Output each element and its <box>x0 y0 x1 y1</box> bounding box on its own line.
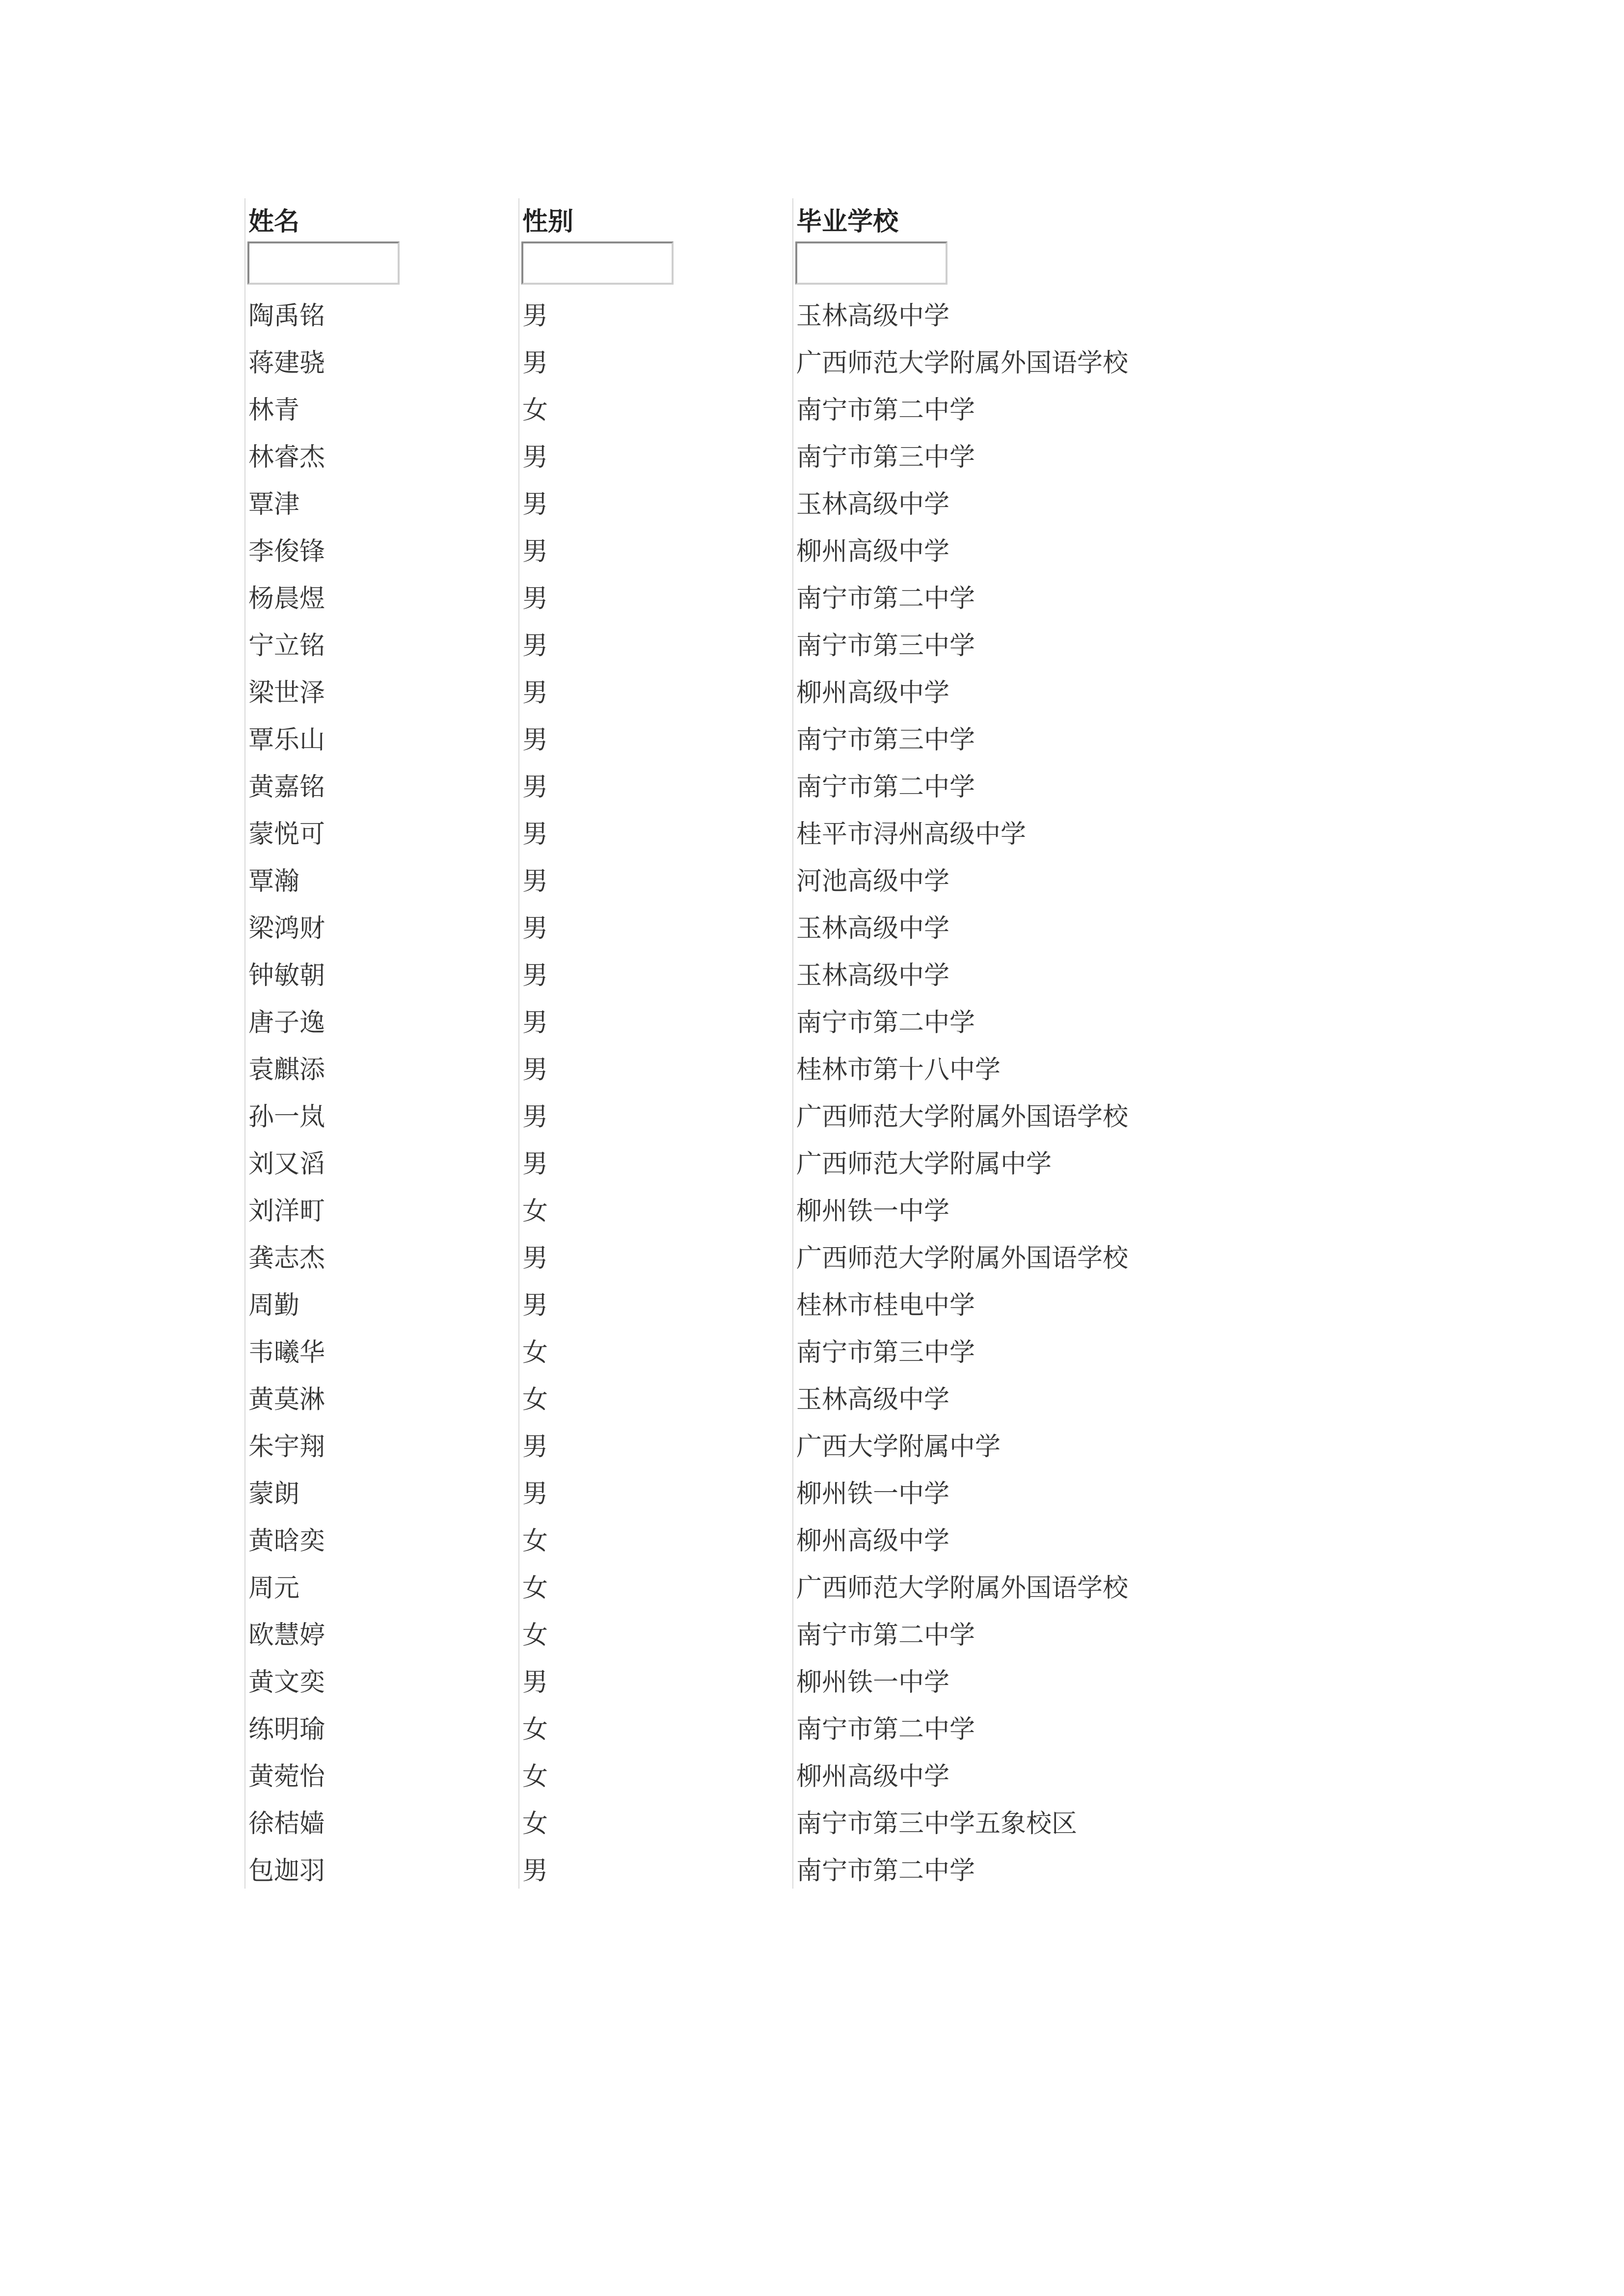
cell-school: 柳州铁一中学 <box>796 1197 950 1226</box>
cell-gender: 男 <box>522 537 548 566</box>
cell-gender: 女 <box>522 1197 548 1226</box>
cell-name: 陶禹铭 <box>248 301 325 331</box>
cell-gender: 男 <box>522 1856 548 1886</box>
cell-name: 徐桔嫱 <box>248 1809 325 1839</box>
cell-school: 玉林高级中学 <box>796 914 950 943</box>
cell-school: 南宁市第二中学 <box>796 1715 975 1744</box>
cell-name: 周勤 <box>248 1291 300 1320</box>
cell-gender: 男 <box>522 867 548 896</box>
cell-name: 黄晗奕 <box>248 1526 325 1556</box>
cell-school: 南宁市第二中学 <box>796 1621 975 1650</box>
cell-school: 广西师范大学附属外国语学校 <box>796 1244 1129 1273</box>
cell-name: 唐子逸 <box>248 1008 325 1038</box>
cell-gender: 男 <box>522 1244 548 1273</box>
column-divider <box>244 198 245 1889</box>
cell-gender: 女 <box>522 1574 548 1603</box>
cell-gender: 男 <box>522 1008 548 1038</box>
column-divider <box>792 198 793 1889</box>
cell-name: 蒙朗 <box>248 1479 300 1509</box>
cell-name: 林睿杰 <box>248 443 325 472</box>
cell-school: 柳州高级中学 <box>796 1526 950 1556</box>
cell-name: 杨晨煜 <box>248 584 325 614</box>
cell-school: 广西师范大学附属外国语学校 <box>796 1102 1129 1132</box>
cell-gender: 男 <box>522 1432 548 1462</box>
cell-school: 桂林市桂电中学 <box>796 1291 975 1320</box>
cell-name: 练明瑜 <box>248 1715 325 1744</box>
cell-name: 刘又滔 <box>248 1149 325 1179</box>
cell-gender: 男 <box>522 1055 548 1085</box>
cell-school: 南宁市第三中学 <box>796 631 975 661</box>
cell-school: 玉林高级中学 <box>796 961 950 990</box>
cell-gender: 男 <box>522 1149 548 1179</box>
cell-school: 广西师范大学附属外国语学校 <box>796 348 1129 378</box>
cell-name: 覃瀚 <box>248 867 300 896</box>
cell-name: 黄嘉铭 <box>248 773 325 802</box>
cell-name: 宁立铭 <box>248 631 325 661</box>
cell-gender: 男 <box>522 1102 548 1132</box>
cell-gender: 男 <box>522 1668 548 1697</box>
cell-school: 桂平市浔州高级中学 <box>796 820 1027 849</box>
cell-name: 蒙悦可 <box>248 820 325 849</box>
gender-filter-input[interactable] <box>521 241 674 285</box>
school-filter-input[interactable] <box>795 241 947 285</box>
cell-gender: 女 <box>522 1338 548 1367</box>
cell-gender: 女 <box>522 1762 548 1791</box>
cell-name: 钟敏朝 <box>248 961 325 990</box>
cell-name: 袁麒添 <box>248 1055 325 1085</box>
cell-school: 玉林高级中学 <box>796 490 950 519</box>
cell-gender: 男 <box>522 725 548 755</box>
cell-gender: 男 <box>522 820 548 849</box>
column-header-school[interactable]: 毕业学校 <box>796 207 899 237</box>
column-divider <box>518 198 519 1889</box>
cell-gender: 男 <box>522 348 548 378</box>
cell-gender: 男 <box>522 1291 548 1320</box>
cell-name: 包迦羽 <box>248 1856 325 1886</box>
cell-name: 龚志杰 <box>248 1244 325 1273</box>
cell-school: 桂林市第十八中学 <box>796 1055 1001 1085</box>
cell-school: 南宁市第二中学 <box>796 773 975 802</box>
cell-name: 黄莫淋 <box>248 1385 325 1415</box>
cell-name: 蒋建骁 <box>248 348 325 378</box>
cell-name: 梁世泽 <box>248 678 325 708</box>
cell-gender: 男 <box>522 301 548 331</box>
cell-school: 南宁市第二中学 <box>796 1008 975 1038</box>
cell-school: 柳州高级中学 <box>796 537 950 566</box>
cell-gender: 男 <box>522 1479 548 1509</box>
column-header-gender[interactable]: 性别 <box>522 207 574 237</box>
cell-school: 玉林高级中学 <box>796 301 950 331</box>
cell-gender: 女 <box>522 1621 548 1650</box>
cell-name: 孙一岚 <box>248 1102 325 1132</box>
cell-school: 南宁市第三中学五象校区 <box>796 1809 1078 1839</box>
cell-school: 南宁市第二中学 <box>796 396 975 425</box>
cell-gender: 男 <box>522 914 548 943</box>
cell-name: 覃乐山 <box>248 725 325 755</box>
cell-gender: 男 <box>522 773 548 802</box>
cell-school: 柳州铁一中学 <box>796 1479 950 1509</box>
cell-school: 南宁市第三中学 <box>796 725 975 755</box>
cell-gender: 男 <box>522 443 548 472</box>
cell-gender: 男 <box>522 678 548 708</box>
cell-school: 广西师范大学附属中学 <box>796 1149 1052 1179</box>
cell-school: 柳州铁一中学 <box>796 1668 950 1697</box>
cell-school: 南宁市第二中学 <box>796 1856 975 1886</box>
cell-gender: 女 <box>522 1526 548 1556</box>
cell-name: 黄菀怡 <box>248 1762 325 1791</box>
column-header-name[interactable]: 姓名 <box>248 207 300 237</box>
cell-school: 南宁市第三中学 <box>796 1338 975 1367</box>
cell-name: 朱宇翔 <box>248 1432 325 1462</box>
cell-gender: 男 <box>522 490 548 519</box>
cell-gender: 男 <box>522 584 548 614</box>
cell-name: 周元 <box>248 1574 300 1603</box>
cell-gender: 女 <box>522 1715 548 1744</box>
cell-gender: 男 <box>522 961 548 990</box>
cell-gender: 女 <box>522 396 548 425</box>
cell-name: 欧慧婷 <box>248 1621 325 1650</box>
cell-name: 梁鸿财 <box>248 914 325 943</box>
cell-gender: 女 <box>522 1809 548 1839</box>
cell-school: 柳州高级中学 <box>796 678 950 708</box>
cell-name: 黄文奕 <box>248 1668 325 1697</box>
cell-school: 玉林高级中学 <box>796 1385 950 1415</box>
cell-name: 覃津 <box>248 490 300 519</box>
cell-school: 广西师范大学附属外国语学校 <box>796 1574 1129 1603</box>
cell-school: 南宁市第二中学 <box>796 584 975 614</box>
cell-school: 柳州高级中学 <box>796 1762 950 1791</box>
cell-name: 李俊锋 <box>248 537 325 566</box>
cell-school: 广西大学附属中学 <box>796 1432 1001 1462</box>
cell-gender: 女 <box>522 1385 548 1415</box>
cell-name: 韦曦华 <box>248 1338 325 1367</box>
cell-name: 刘洋町 <box>248 1197 325 1226</box>
name-filter-input[interactable] <box>247 241 400 285</box>
cell-name: 林青 <box>248 396 300 425</box>
cell-school: 河池高级中学 <box>796 867 950 896</box>
cell-gender: 男 <box>522 631 548 661</box>
cell-school: 南宁市第三中学 <box>796 443 975 472</box>
